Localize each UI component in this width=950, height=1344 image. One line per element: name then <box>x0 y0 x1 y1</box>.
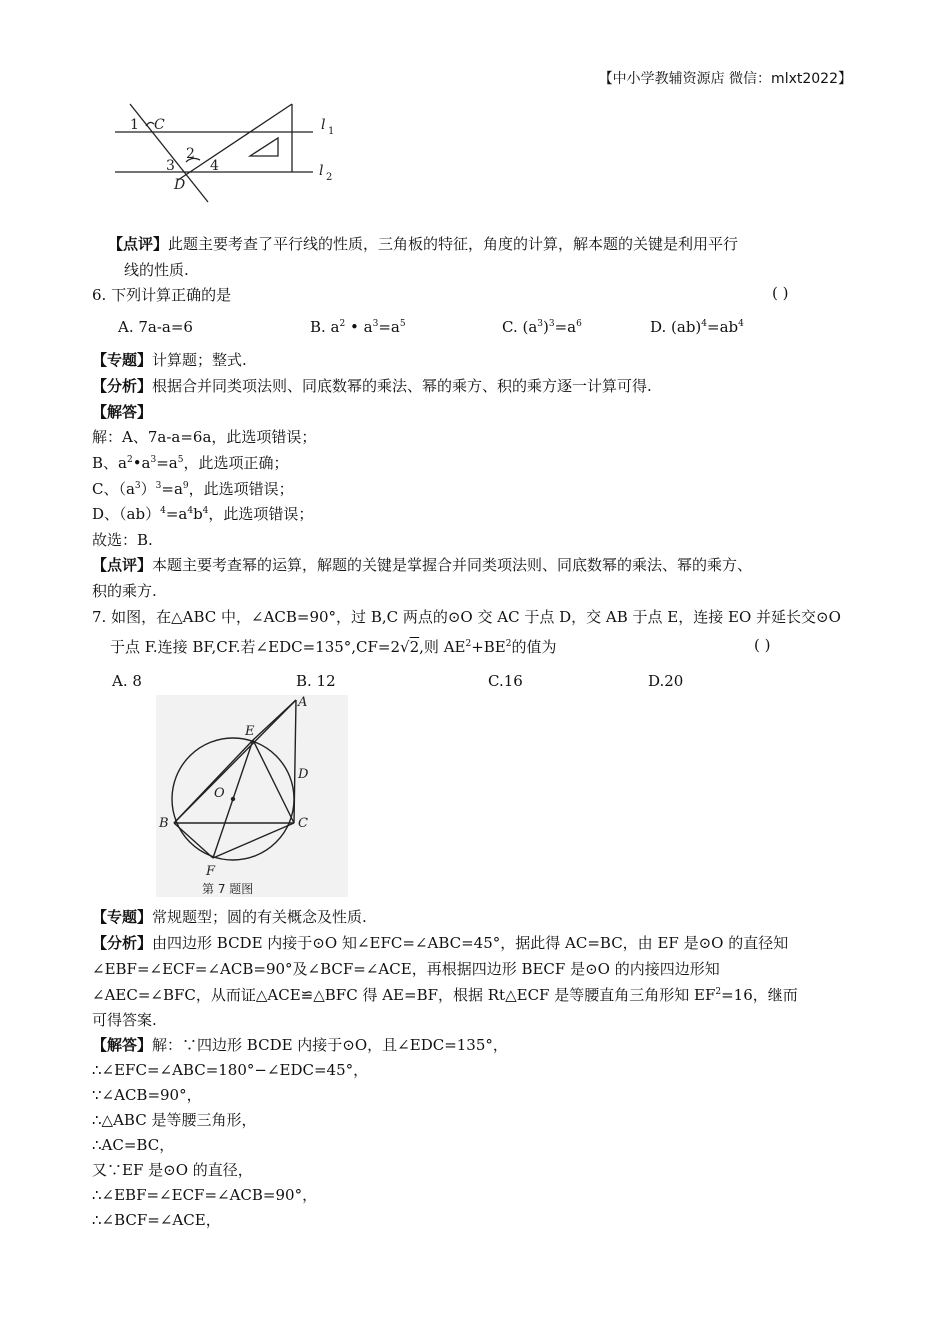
fig1-label-3: 3 <box>166 158 175 174</box>
fig7-label-e: E <box>245 724 255 739</box>
parallel-lines-figure <box>110 98 350 208</box>
q7-analysis-line2: ∠EBF=∠ECF=∠ACB=90°及∠BCF=∠ACE，再根据四边形 BECF 是⊙O 的内接四边形知 <box>92 960 720 978</box>
fig1-label-l2-sub: 2 <box>326 172 333 183</box>
q7-special: 【专题】常规题型；圆的有关概念及性质. <box>92 908 367 926</box>
q7-analysis-line3: ∠AEC=∠BFC，从而证△ACE≌△BFC 得 AE=BF，根据 Rt△ECF 是等腰直角三角形知 $EF^2=16$，继而 <box>92 986 798 1004</box>
fig7-label-f: F <box>206 864 216 879</box>
sqrt-icon: √ <box>400 638 410 656</box>
q6-solution-line3: C、$(a^3)^3=a^9$，此选项错误； <box>92 480 294 498</box>
fig1-label-1: 1 <box>130 117 139 133</box>
q6-stem: 6. 下列计算正确的是 <box>92 286 232 304</box>
q6-answer-tag: 【解答】 <box>92 403 153 421</box>
q6-solution-line1: 解：A、7a-a=6a，此选项错误； <box>92 428 317 446</box>
q6-solution-line5: 故选：B. <box>92 531 153 549</box>
q6-option-c: C. $(a^3)^3=a^6$ <box>502 318 582 336</box>
q7-solution-line8: ∴∠BCF=∠ACE， <box>92 1211 221 1229</box>
circle-geometry-figure <box>156 695 348 897</box>
page-header: 【中小学教辅资源店 微信：mlxt2022】 <box>598 71 852 87</box>
q7-option-c: C.16 <box>488 672 523 690</box>
fig7-label-d: D <box>298 767 309 782</box>
q7-solution-line4: ∴△ABC 是等腰三角形， <box>92 1111 257 1129</box>
fig7-label-b: B <box>159 816 169 831</box>
q7-solution-line1: 【解答】解：∵四边形 BCDE 内接于⊙O，且∠EDC=135°， <box>92 1036 508 1054</box>
q6-option-a: A. 7a-a=6 <box>118 318 193 336</box>
comment-q5-line1 <box>108 233 738 254</box>
comment-q5-line2: 线的性质. <box>124 261 189 279</box>
q6-solution-line2: B、$a^2•a^3=a^5$，此选项正确； <box>92 454 289 472</box>
q6-comment-line1: 【点评】本题主要考查幂的运算，解题的关键是掌握合并同类项法则、同底数幂的乘法、幂的乘方、 <box>92 556 753 574</box>
q7-analysis-line1: 【分析】由四边形 BCDE 内接于⊙O 知∠EFC=∠ABC=45°，据此得 AC=BC，由 EF 是⊙O 的直径知 <box>92 934 789 952</box>
q7-analysis-line4: 可得答案. <box>92 1011 157 1029</box>
fig1-label-l-sub: 1 <box>328 126 335 137</box>
q7-solution-line5: ∴AC=BC， <box>92 1136 175 1154</box>
q7-solution-line3: ∵∠ACB=90°， <box>92 1086 202 1104</box>
q7-solution-line6: 又∵EF 是⊙O 的直径， <box>92 1161 253 1179</box>
q6-analysis: 【分析】根据合并同类项法则、同底数幂的乘法、幂的乘方、积的乘方逐一计算可得. <box>92 377 652 395</box>
q7-option-b: B. 12 <box>296 672 336 690</box>
fig1-label-c: C <box>154 117 165 133</box>
q6-option-b: B. $a^2$ • $a^3=a^5$ <box>310 318 406 336</box>
comment-text: 此题主要考查了平行线的性质，三角板的特征，角度的计算，解本题的关键是利用平行 <box>168 235 739 253</box>
fig1-label-l2: l <box>319 163 324 179</box>
q6-answer-paren: ( ) <box>772 284 789 302</box>
fig7-label-o: O <box>214 786 225 801</box>
q6-solution-line4: D、$(ab)^4=a^4b^4$，此选项错误； <box>92 505 314 523</box>
fig1-label-4: 4 <box>210 158 219 174</box>
comment-tag: 【点评】 <box>108 235 169 253</box>
q7-answer-paren: ( ) <box>754 636 771 654</box>
q7-option-d: D.20 <box>648 672 684 690</box>
fig1-label-d: D <box>174 177 186 193</box>
fig7-label-c: C <box>298 816 308 831</box>
q7-stem-line1: 7. 如图，在△ABC 中，∠ACB=90°，过 B,C 两点的⊙O 交 AC 于点 D，交 AB 于点 E，连接 EO 并延长交⊙O <box>92 608 841 626</box>
fig7-label-a: A <box>298 695 308 710</box>
fig1-label-2: 2 <box>186 146 195 162</box>
q7-stem-line2: 于点 F.连接 BF,CF.若∠EDC=135°,CF=2√2,则 $AE^2+BE^2$的值为 <box>110 638 557 656</box>
fig7-caption: 第 7 题图 <box>202 882 254 896</box>
q7-solution-line2: ∴∠EFC=∠ABC=180°−∠EDC=45°， <box>92 1061 369 1079</box>
q6-special: 【专题】计算题；整式. <box>92 351 247 369</box>
q7-option-a: A. 8 <box>112 672 142 690</box>
q6-option-d: D. $(ab)^4=ab^4$ <box>650 318 744 336</box>
fig1-label-l: l <box>321 117 326 133</box>
q7-solution-line7: ∴∠EBF=∠ECF=∠ACB=90°， <box>92 1186 318 1204</box>
q6-comment-line2: 积的乘方. <box>92 582 157 600</box>
